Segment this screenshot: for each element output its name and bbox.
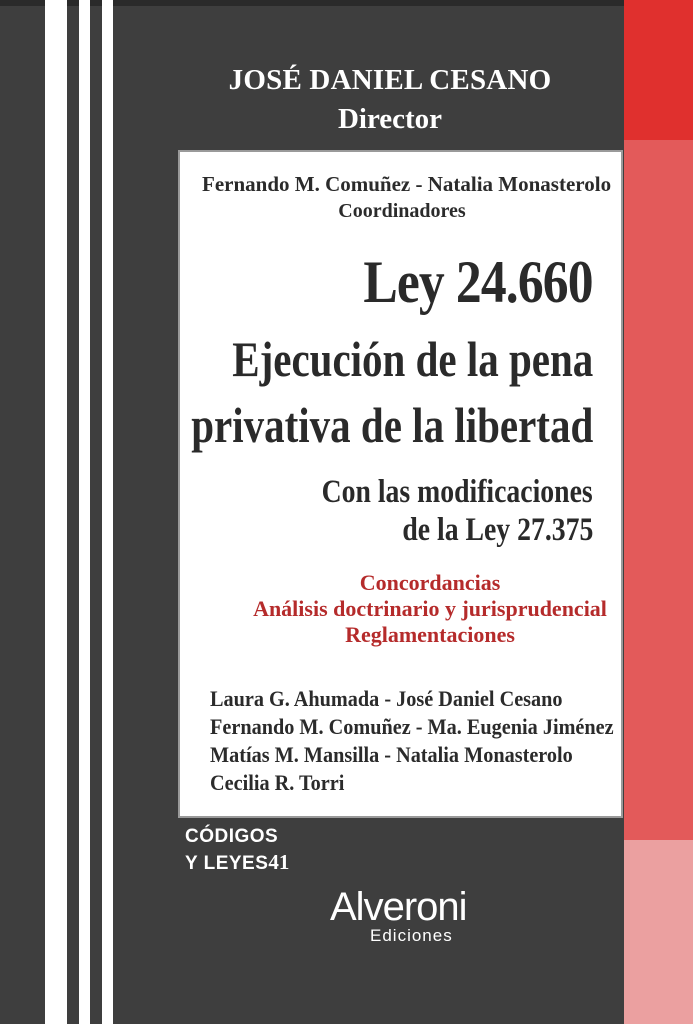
book-title-line-3: privativa de la libertad <box>190 397 593 453</box>
author-line: Laura G. Ahumada - José Daniel Cesano <box>210 686 563 711</box>
title-panel <box>178 150 623 818</box>
white-stripe-1 <box>45 0 67 1024</box>
director-role: Director <box>337 103 443 135</box>
red-side-band <box>624 0 693 1024</box>
director-name: JOSÉ DANIEL CESANO <box>228 64 552 96</box>
series-label-line-2 <box>185 850 289 875</box>
red-band-bottom <box>624 840 693 1024</box>
content-item: Reglamentaciones <box>345 622 515 647</box>
white-stripe-3 <box>102 0 113 1024</box>
coordinator-role: Coordinadores <box>338 200 466 222</box>
series-label-text: Y LEYES <box>185 853 269 874</box>
publisher-logo: Alveroni <box>330 885 467 929</box>
author-line: Fernando M. Comuñez - Ma. Eugenia Jiménez <box>210 714 614 739</box>
book-title-line-2: Ejecución de la pena <box>231 331 593 387</box>
publisher-sub: Ediciones <box>370 926 453 945</box>
content-item: Concordancias <box>359 570 501 595</box>
red-band-middle <box>624 140 693 840</box>
series-number: 41 <box>268 850 290 874</box>
series-label-line-1: CÓDIGOS <box>185 826 279 847</box>
red-band-top <box>624 0 693 140</box>
white-stripe-2 <box>79 0 90 1024</box>
subtitle-line-2: de la Ley 27.375 <box>402 512 593 548</box>
content-item: Análisis doctrinario y jurisprudencial <box>253 596 607 621</box>
coordinator-names: Fernando M. Comuñez - Natalia Monasterolo <box>202 172 612 196</box>
author-line: Cecilia R. Torri <box>210 770 345 795</box>
subtitle-line-1: Con las modificaciones <box>321 474 593 510</box>
author-line: Matías M. Mansilla - Natalia Monasterolo <box>210 742 573 767</box>
book-title-line-1: Ley 24.660 <box>363 249 593 315</box>
